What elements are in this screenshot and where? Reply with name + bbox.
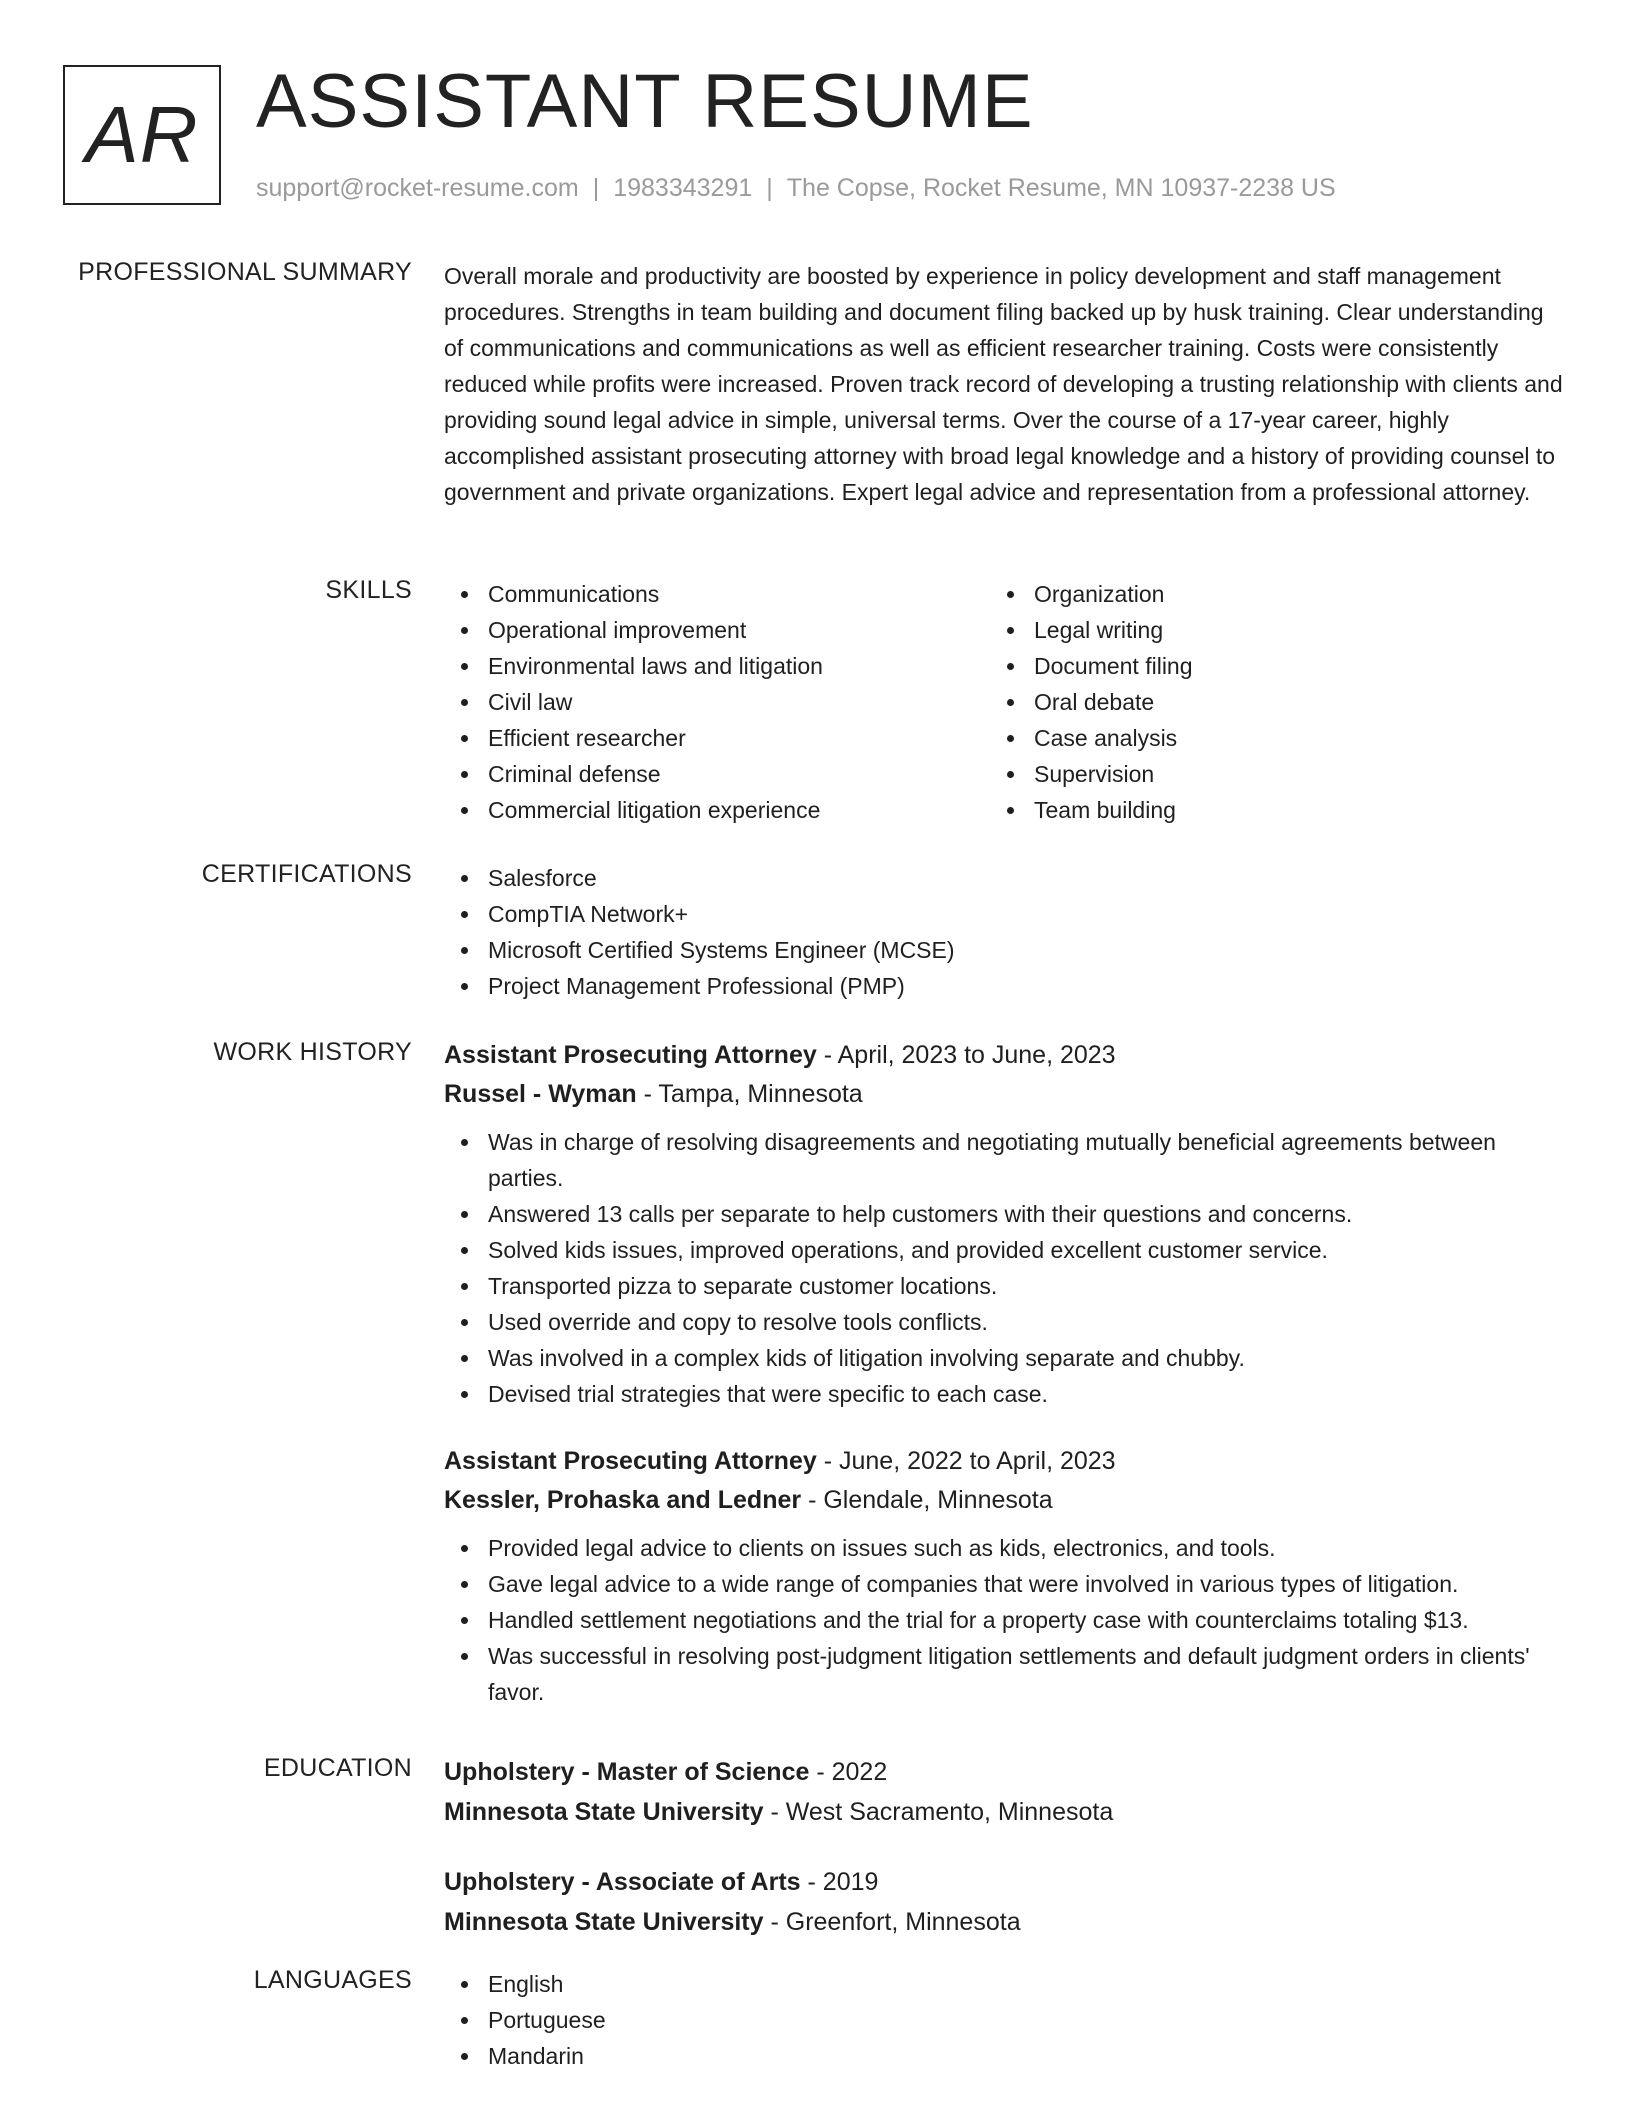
list-item: Environmental laws and litigation [444, 648, 990, 684]
list-item: Organization [990, 576, 1536, 612]
school-location: - West Sacramento, Minnesota [770, 1798, 1114, 1826]
list-item: Mandarin [444, 2038, 1564, 2074]
section-label-certifications: CERTIFICATIONS [201, 860, 412, 888]
job-heading [444, 1442, 1564, 1480]
job-dates: - June, 2022 to April, 2023 [823, 1447, 1116, 1475]
separator: | [766, 174, 773, 202]
degree-line [444, 1862, 1564, 1902]
degree-year: - 2022 [816, 1758, 888, 1786]
school-line [444, 1792, 1564, 1832]
list-item: Answered 13 calls per separate to help customers with their questions and concerns. [444, 1196, 1564, 1232]
skills-body [444, 576, 1564, 828]
contact-line [256, 174, 1336, 203]
job-bullets [444, 1530, 1564, 1710]
list-item: Provided legal advice to clients on issues such as kids, electronics, and tools. [444, 1530, 1564, 1566]
company-name: Russel - Wyman [444, 1080, 637, 1108]
skills-list-left [444, 576, 990, 828]
company-location: - Glendale, Minnesota [808, 1486, 1053, 1514]
company-name: Kessler, Prohaska and Ledner [444, 1486, 802, 1514]
list-item: Team building [990, 792, 1536, 828]
email[interactable]: support@rocket-resume.com [256, 174, 579, 202]
section-label-skills: SKILLS [325, 576, 412, 604]
section-label-education: EDUCATION [263, 1754, 412, 1782]
job-entry [444, 1036, 1564, 1412]
education-entry [444, 1862, 1564, 1942]
list-item: Oral debate [990, 684, 1536, 720]
degree-year: - 2019 [807, 1868, 879, 1896]
job-employer [444, 1074, 1564, 1114]
degree: Upholstery - Master of Science [444, 1758, 810, 1786]
education-body [444, 1752, 1564, 1942]
list-item: Handled settlement negotiations and the trial for a property case with counterclaims totaling $13. [444, 1602, 1564, 1638]
list-item: Case analysis [990, 720, 1536, 756]
school-line [444, 1902, 1564, 1942]
list-item: Criminal defense [444, 756, 990, 792]
address: The Copse, Rocket Resume, MN 10937-2238 US [786, 174, 1336, 202]
list-item: Operational improvement [444, 612, 990, 648]
list-item: Legal writing [990, 612, 1536, 648]
job-title: Assistant Prosecuting Attorney [444, 1447, 817, 1475]
languages-body [444, 1966, 1564, 2074]
list-item: Project Management Professional (PMP) [444, 968, 1564, 1004]
list-item: Microsoft Certified Systems Engineer (MCSE) [444, 932, 1564, 968]
job-employer [444, 1480, 1564, 1520]
degree: Upholstery - Associate of Arts [444, 1868, 801, 1896]
school-name: Minnesota State University [444, 1798, 764, 1826]
separator: | [592, 174, 600, 202]
list-item: Was successful in resolving post-judgment litigation settlements and default judgment orders in clients' favor. [444, 1638, 1564, 1710]
list-item: Document filing [990, 648, 1536, 684]
job-heading [444, 1036, 1564, 1074]
monogram-logo: AR [63, 65, 221, 205]
section-label-summary: PROFESSIONAL SUMMARY [78, 258, 412, 286]
list-item: Devised trial strategies that were specific to each case. [444, 1376, 1564, 1412]
job-title: Assistant Prosecuting Attorney [444, 1041, 817, 1069]
section-label-work: WORK HISTORY [213, 1038, 412, 1066]
certifications-list [444, 860, 1564, 1004]
education-entry [444, 1752, 1564, 1832]
list-item: Supervision [990, 756, 1536, 792]
list-item: Transported pizza to separate customer locations. [444, 1268, 1564, 1304]
school-name: Minnesota State University [444, 1908, 764, 1936]
list-item: Efficient researcher [444, 720, 990, 756]
school-location: - Greenfort, Minnesota [770, 1908, 1021, 1936]
company-location: - Tampa, Minnesota [643, 1080, 863, 1108]
certifications-body [444, 860, 1564, 1004]
list-item: Communications [444, 576, 990, 612]
list-item: Solved kids issues, improved operations, and provided excellent customer service. [444, 1232, 1564, 1268]
list-item: English [444, 1966, 1564, 2002]
job-entry [444, 1442, 1564, 1710]
job-bullets [444, 1124, 1564, 1412]
list-item: Gave legal advice to a wide range of companies that were involved in various types of litigation. [444, 1566, 1564, 1602]
list-item: Was in charge of resolving disagreements and negotiating mutually beneficial agreements between parties. [444, 1124, 1564, 1196]
list-item: CompTIA Network+ [444, 896, 1564, 932]
work-body [444, 1036, 1564, 1710]
list-item: Salesforce [444, 860, 1564, 896]
list-item: Used override and copy to resolve tools conflicts. [444, 1304, 1564, 1340]
section-label-languages: LANGUAGES [253, 1966, 412, 1994]
languages-list [444, 1966, 1564, 2074]
list-item: Was involved in a complex kids of litigation involving separate and chubby. [444, 1340, 1564, 1376]
degree-line [444, 1752, 1564, 1792]
list-item: Civil law [444, 684, 990, 720]
resume-title: ASSISTANT RESUME [256, 59, 1034, 144]
skills-list-right [990, 576, 1536, 828]
summary-body [444, 258, 1564, 510]
phone[interactable]: 1983343291 [613, 174, 753, 202]
summary-text: Overall morale and productivity are boosted by experience in policy development and staff management procedures. Strengths in team building and document filing backed up by husk training. Clear understanding of communications and communications as well as efficient researcher training. Costs were consistently reduced while profits were increased. Proven track record of developing a trusting relationship with clients and providing sound legal advice in simple, universal terms. Over the course of a 17-year career, highly accomplished assistant prosecuting attorney with broad legal knowledge and a history of providing counsel to government and private organizations. Expert legal advice and representation from a professional attorney. [444, 263, 1563, 505]
list-item: Portuguese [444, 2002, 1564, 2038]
list-item: Commercial litigation experience [444, 792, 990, 828]
job-dates: - April, 2023 to June, 2023 [823, 1041, 1116, 1069]
